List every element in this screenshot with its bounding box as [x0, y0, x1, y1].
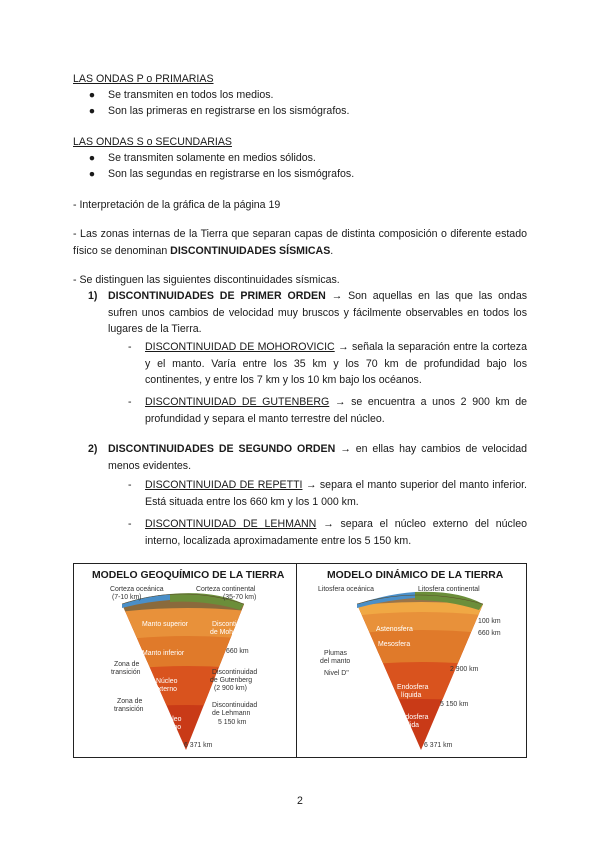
label: (2 900 km)	[214, 685, 247, 692]
dash-marker: -	[128, 518, 132, 530]
label: Manto inferior	[142, 650, 185, 657]
label: Núcleo	[160, 716, 182, 723]
label: Zona de	[114, 661, 140, 668]
label: 5 150 km	[218, 719, 247, 726]
lehmann-paragraph: DISCONTINUIDAD DE LEHMANN → separa el núcleo externo del núcleo interno, localizada aproximadamente entre los 5 150 km.	[145, 518, 527, 547]
interpretacion-line: - Interpretación de la gráfica de la página 19	[73, 199, 281, 211]
dash-marker: -	[128, 341, 132, 353]
gutenberg-paragraph: DISCONTINUIDAD DE GUTENBERG → se encuentra a unos 2 900 km de profundidad y separa el manto terrestre del núcleo.	[145, 396, 527, 425]
zonas-paragraph: - Las zonas internas de la Tierra que separan capas de distinta composición o diferente estado físico se denominan DISCONTINUIDADES SÍSMICAS.	[73, 228, 527, 257]
list-item: Son las segundas en registrarse en los sismógrafos.	[108, 168, 355, 180]
label: 6 371 km	[424, 742, 453, 749]
label: del manto	[320, 658, 351, 665]
list-item: Se transmiten solamente en medios sólidos.	[108, 152, 316, 164]
list-item: Se transmiten en todos los medios.	[108, 89, 274, 101]
label: de Gutenberg	[210, 677, 253, 684]
bullet-icon: ●	[88, 105, 96, 117]
label: Mesosfera	[378, 641, 411, 648]
label: líquida	[401, 692, 422, 699]
dash-marker: -	[128, 479, 132, 491]
label: transición	[111, 669, 141, 676]
label: 660 km	[478, 630, 501, 637]
earth-models-figure	[73, 563, 527, 758]
label: Discontinuidad	[212, 702, 258, 709]
label: Núcleo	[156, 678, 178, 685]
bullet-icon: ●	[88, 89, 96, 101]
ondas-p-heading: LAS ONDAS P o PRIMARIAS	[73, 73, 214, 85]
label: (35-70 km)	[223, 594, 257, 601]
segundo-orden-paragraph: DISCONTINUIDADES DE SEGUNDO ORDEN → en ellas hay cambios de velocidad menos evidentes.	[108, 443, 527, 472]
label: Corteza oceánica	[110, 586, 164, 593]
label: Plumas	[324, 650, 347, 657]
list-number: 1)	[88, 290, 98, 302]
page-number: 2	[297, 795, 303, 807]
list-number: 2)	[88, 443, 98, 455]
label: Endosfera	[397, 714, 429, 721]
label: Discontinuidad	[212, 669, 258, 676]
ondas-s-heading: LAS ONDAS S o SECUNDARIAS	[73, 136, 232, 148]
primer-orden-paragraph: DISCONTINUIDADES DE PRIMER ORDEN → Son aquellas en las que las ondas sufren unos cambios de velocidad muy bruscos y fácilmente observables en todos los lugares de la Tierra.	[108, 290, 528, 335]
label: externo	[154, 686, 177, 693]
geoquimico-diagram	[74, 564, 296, 757]
label: Manto superior	[142, 621, 188, 628]
label: sólida	[401, 722, 420, 729]
list-item: Son las primeras en registrarse en los sismógrafos.	[108, 105, 350, 117]
label: transición	[114, 706, 144, 713]
geoquimico-title: MODELO GEOQUÍMICO DE LA TIERRA	[92, 570, 285, 581]
label: Nivel D''	[324, 670, 349, 677]
label: Litosfera continental	[418, 586, 480, 593]
label: 5 150 km	[440, 701, 469, 708]
label: interno	[160, 724, 182, 731]
bullet-icon: ●	[88, 168, 96, 180]
label: 6 371 km	[184, 742, 213, 749]
label: 100 km	[478, 618, 501, 625]
label: (7-10 km)	[112, 594, 142, 601]
bullet-icon: ●	[88, 152, 96, 164]
label: de Mohorovicic	[210, 629, 257, 636]
repetti-paragraph: DISCONTINUIDAD DE REPETTI → separa el manto superior del manto inferior. Está situada entre los 660 km y los 1 000 km.	[145, 479, 527, 508]
moho-paragraph: DISCONTINUIDAD DE MOHOROVICIC → señala la separación entre la corteza y el manto. Varía entre los 35 km y los 70 km de profundidad bajo los continentes, y entre los 7 km y los 10 km bajo los océanos.	[145, 341, 527, 386]
label: Litosfera oceánica	[318, 586, 374, 593]
label: Endosfera	[397, 684, 429, 691]
distinguen-line: - Se distinguen las siguientes discontinuidades sísmicas.	[73, 274, 340, 286]
dash-marker: -	[128, 396, 132, 408]
label: 2 900 km	[450, 666, 479, 673]
label: Zona de	[117, 698, 143, 705]
label: Astenosfera	[376, 626, 413, 633]
dinamico-title: MODELO DINÁMICO DE LA TIERRA	[327, 570, 504, 581]
label: 660 km	[226, 648, 249, 655]
label: Discontinuidad	[212, 621, 258, 628]
label: Corteza continental	[196, 586, 256, 593]
label: de Lehmann	[212, 710, 251, 717]
